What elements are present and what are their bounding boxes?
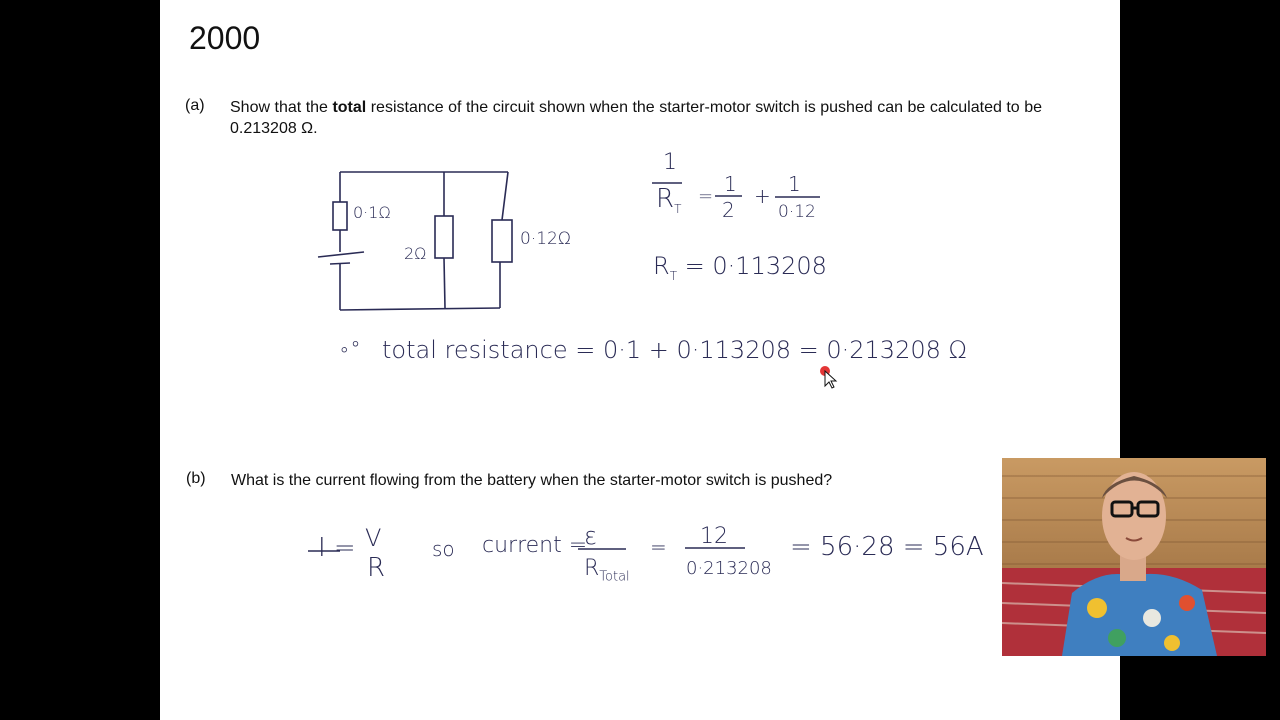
frac2-denominator: 0·12 [778, 202, 816, 222]
frac1-numerator: 1 [724, 172, 737, 196]
rt-result-value: = 0·113208 [684, 252, 827, 280]
emf-numerator: ε [584, 522, 597, 550]
therefore-symbol: ∘° [338, 337, 361, 361]
webcam-image [1002, 458, 1266, 656]
question-a-label: (a) [185, 97, 205, 114]
current-equals: current = [482, 533, 588, 558]
twelve-numerator: 12 [700, 524, 728, 549]
rtotal-r: R [584, 556, 600, 581]
equals-1: = [698, 186, 714, 207]
question-a-text-before: Show that the [230, 99, 333, 116]
battery-long-plate [318, 252, 364, 257]
circuit-right-wire-upper [502, 172, 508, 220]
question-b-text: What is the current flowing from the battery when the starter-motor switch is pushed? [231, 472, 833, 489]
resistor-2 [435, 216, 453, 258]
total-resistance-line: total resistance = 0·1 + 0·113208 = 0·213208 Ω [382, 336, 967, 364]
mouse-cursor [818, 364, 838, 388]
rt-result [653, 252, 827, 283]
lhs-numerator: 1 [663, 150, 677, 175]
r-denominator: R [367, 553, 386, 583]
lhs-denominator-r: R [656, 184, 675, 214]
equals-b1: = [650, 535, 667, 559]
so-word: so [432, 537, 455, 561]
i-equals: I = [318, 533, 356, 563]
label-r3: 0·12Ω [520, 229, 571, 249]
lhs-denominator [656, 184, 681, 216]
cursor-arrow-icon [825, 371, 836, 388]
frac1-denominator: 2 [722, 198, 735, 222]
circuit-bottom-wire [340, 308, 500, 310]
resistor-0-1 [333, 202, 347, 230]
webcam-overlay [1002, 458, 1266, 656]
current-result: = 56·28 = 56A [790, 532, 984, 562]
label-r2: 2Ω [404, 244, 427, 263]
rtotal-denominator [584, 556, 630, 584]
lhs-denominator-sub: T [674, 202, 682, 217]
label-r1: 0·1Ω [353, 203, 391, 222]
question-a-text-after: resistance of the circuit shown when the starter-motor switch is pushed can be calculated to be 0.213208 Ω. [230, 99, 1042, 137]
rt-result-sub: T [669, 268, 678, 283]
battery-short-plate [330, 263, 350, 264]
question-a-text [230, 97, 1042, 139]
frac2-numerator: 1 [788, 172, 801, 196]
question-b-label: (b) [186, 470, 206, 487]
question-a-text-bold: total [332, 99, 367, 116]
plus-sign: + [754, 184, 771, 208]
v-numerator: V [365, 524, 382, 552]
slide-page [160, 0, 1120, 720]
rtotal-sub: Total [599, 569, 630, 585]
circuit-mid-wire-lower [444, 258, 445, 308]
resistor-0-12 [492, 220, 512, 262]
fraction-denominator-0-213208: 0·213208 [686, 558, 772, 579]
rt-result-r: R [653, 252, 670, 280]
page-title: 2000 [189, 20, 261, 56]
